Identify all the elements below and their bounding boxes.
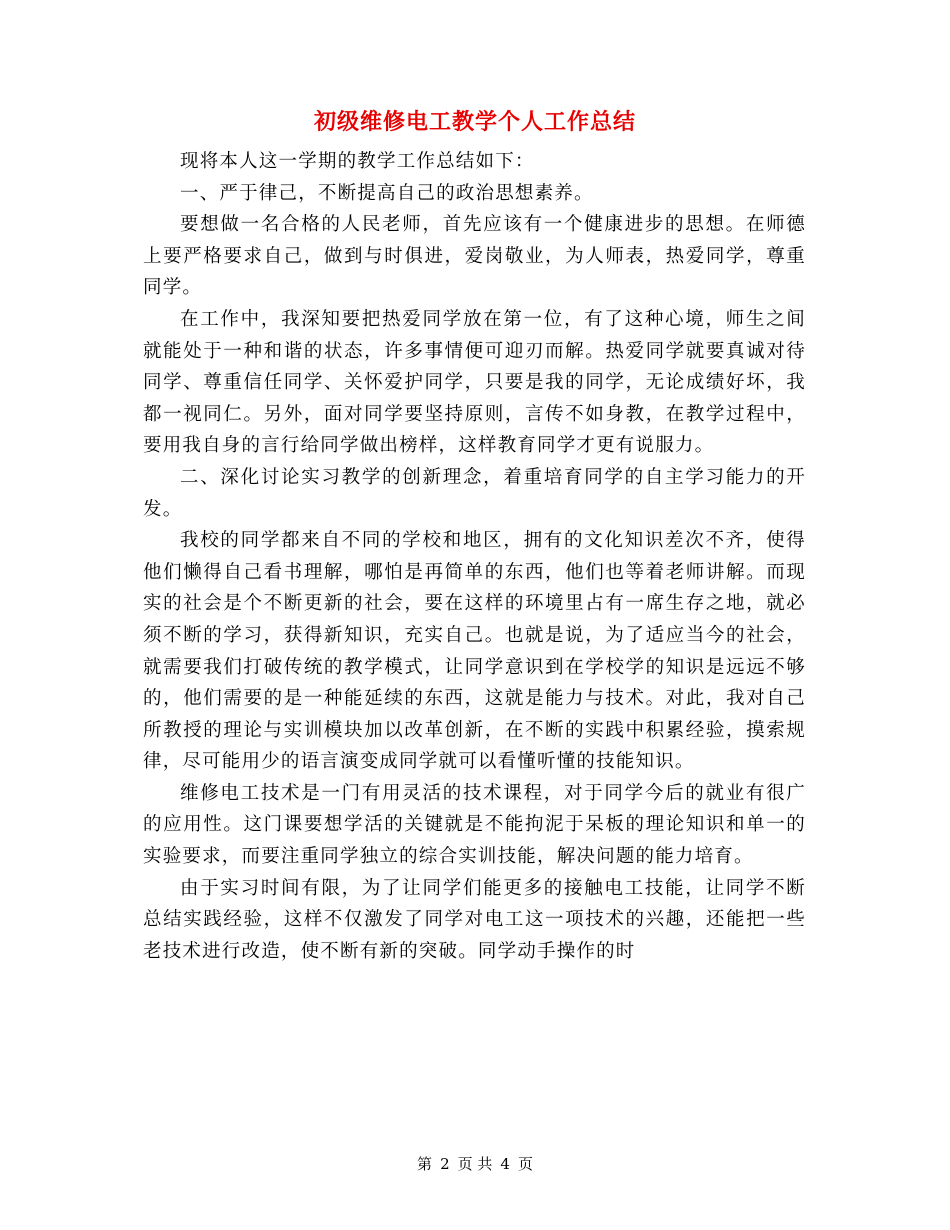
document-title: 初级维修电工教学个人工作总结 bbox=[313, 110, 636, 135]
section-heading-1: 一、严于律己，不断提高自己的政治思想素养。 bbox=[180, 182, 594, 204]
total-pages-number: 4 bbox=[500, 1155, 510, 1173]
paragraph-intro: 现将本人这一学期的教学工作总结如下： bbox=[180, 151, 535, 172]
paragraph: 要想做一名合格的人民老师，首先应该有一个健康进步的思想。在师德上要严格要求自己，做到与时俱进，爱岗敬业，为人师表，热爱同学，尊重同学。 bbox=[143, 214, 806, 299]
section-heading-2: 二、深化讨论实习教学的创新理念，着重培育同学的自主学习能力的开发。 bbox=[143, 466, 806, 520]
page-label-mid: 页 共 bbox=[457, 1155, 493, 1173]
page-label-suffix: 页 bbox=[517, 1155, 533, 1173]
paragraph: 由于实习时间有限，为了让同学们能更多的接触电工技能，让同学不断总结实践经验，这样不仅激发了同学对电工这一项技术的兴趣，还能把一些老技术进行改造，使不断有新的突破。同学动手操作的时 bbox=[143, 877, 806, 962]
paragraph: 我校的同学都来自不同的学校和地区，拥有的文化知识差次不齐，使得他们懒得自己看书理解，哪怕是再简单的东西，他们也等着老师讲解。而现实的社会是个不断更新的社会，要在这样的环境里占有一席生存之地，就必须不断的学习，获得新知识，充实自己。也就是说，为了适应当今的社会，就需要我们打破传统的教学模式，让同学意识到在学校学的知识是远远不够的，他们需要的是一种能延续的东西，这就是能力与技术。对此，我对自己所教授的理论与实训模块加以改革创新，在不断的实践中积累经验，摸索规律，尽可能用少的语言演变成同学就可以看懂听懂的技能知识。 bbox=[143, 530, 806, 773]
page-footer bbox=[0, 1152, 950, 1176]
document-body bbox=[143, 146, 806, 967]
paragraph: 维修电工技术是一门有用灵活的技术课程，对于同学今后的就业有很广的应用性。这门课要想学活的关键就是不能拘泥于呆板的理论知识和单一的实验要求，而要注重同学独立的综合实训技能，解决问题的能力培育。 bbox=[143, 782, 806, 868]
page-label-prefix: 第 bbox=[417, 1155, 433, 1173]
paragraph: 在工作中，我深知要把热爱同学放在第一位，有了这种心境，师生之间就能处于一种和谐的状态，许多事情便可迎刃而解。热爱同学就要真诚对待同学、尊重信任同学、关怀爱护同学，只要是我的同学，无论成绩好坏，我都一视同仁。另外，面对同学要坚持原则，言传不如身教，在教学过程中，要用我自身的言行给同学做出榜样，这样教育同学才更有说服力。 bbox=[143, 308, 806, 457]
current-page-number: 2 bbox=[440, 1155, 450, 1173]
